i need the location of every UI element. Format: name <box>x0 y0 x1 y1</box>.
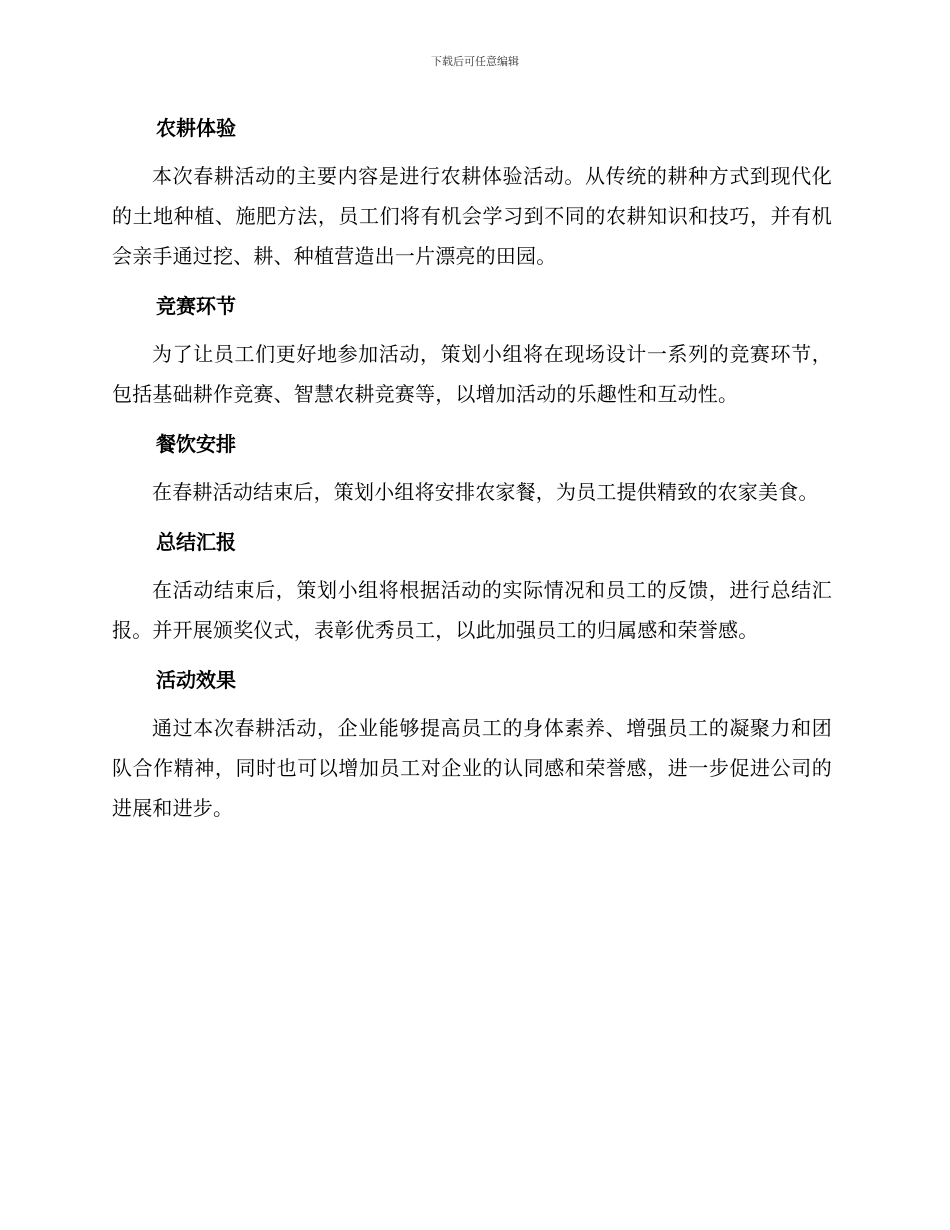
section-catering <box>112 426 832 512</box>
section-competition <box>112 288 832 414</box>
section-heading: 竞赛环节 <box>156 294 236 318</box>
section-heading: 农耕体验 <box>156 116 236 140</box>
section-heading: 总结汇报 <box>156 530 236 554</box>
section-heading: 餐饮安排 <box>156 432 236 456</box>
section-summary-report <box>112 524 832 650</box>
section-paragraph: 通过本次春耕活动，企业能够提高员工的身体素养、增强员工的凝聚力和团队合作精神，同时也可以增加员工对企业的认同感和荣誉感，进一步促进公司的进展和进步。 <box>112 716 832 820</box>
section-heading: 活动效果 <box>156 668 236 692</box>
document-body <box>112 110 832 840</box>
section-paragraph: 在春耕活动结束后，策划小组将安排农家餐，为员工提供精致的农家美食。 <box>152 480 819 504</box>
section-paragraph: 在活动结束后，策划小组将根据活动的实际情况和员工的反馈，进行总结汇报。并开展颁奖仪式，表彰优秀员工，以此加强员工的归属感和荣誉感。 <box>112 578 832 642</box>
section-activity-effect <box>112 662 832 828</box>
section-paragraph: 本次春耕活动的主要内容是进行农耕体验活动。从传统的耕种方式到现代化的土地种植、施肥方法，员工们将有机会学习到不同的农耕知识和技巧，并有机会亲手通过挖、耕、种植营造出一片漂亮的田园。 <box>112 164 832 268</box>
page-header: 下载后可任意编辑 <box>431 55 519 68</box>
section-paragraph: 为了让员工们更好地参加活动，策划小组将在现场设计一系列的竞赛环节，包括基础耕作竞赛、智慧农耕竞赛等，以增加活动的乐趣性和互动性。 <box>112 342 832 406</box>
section-farming-experience <box>112 110 832 276</box>
